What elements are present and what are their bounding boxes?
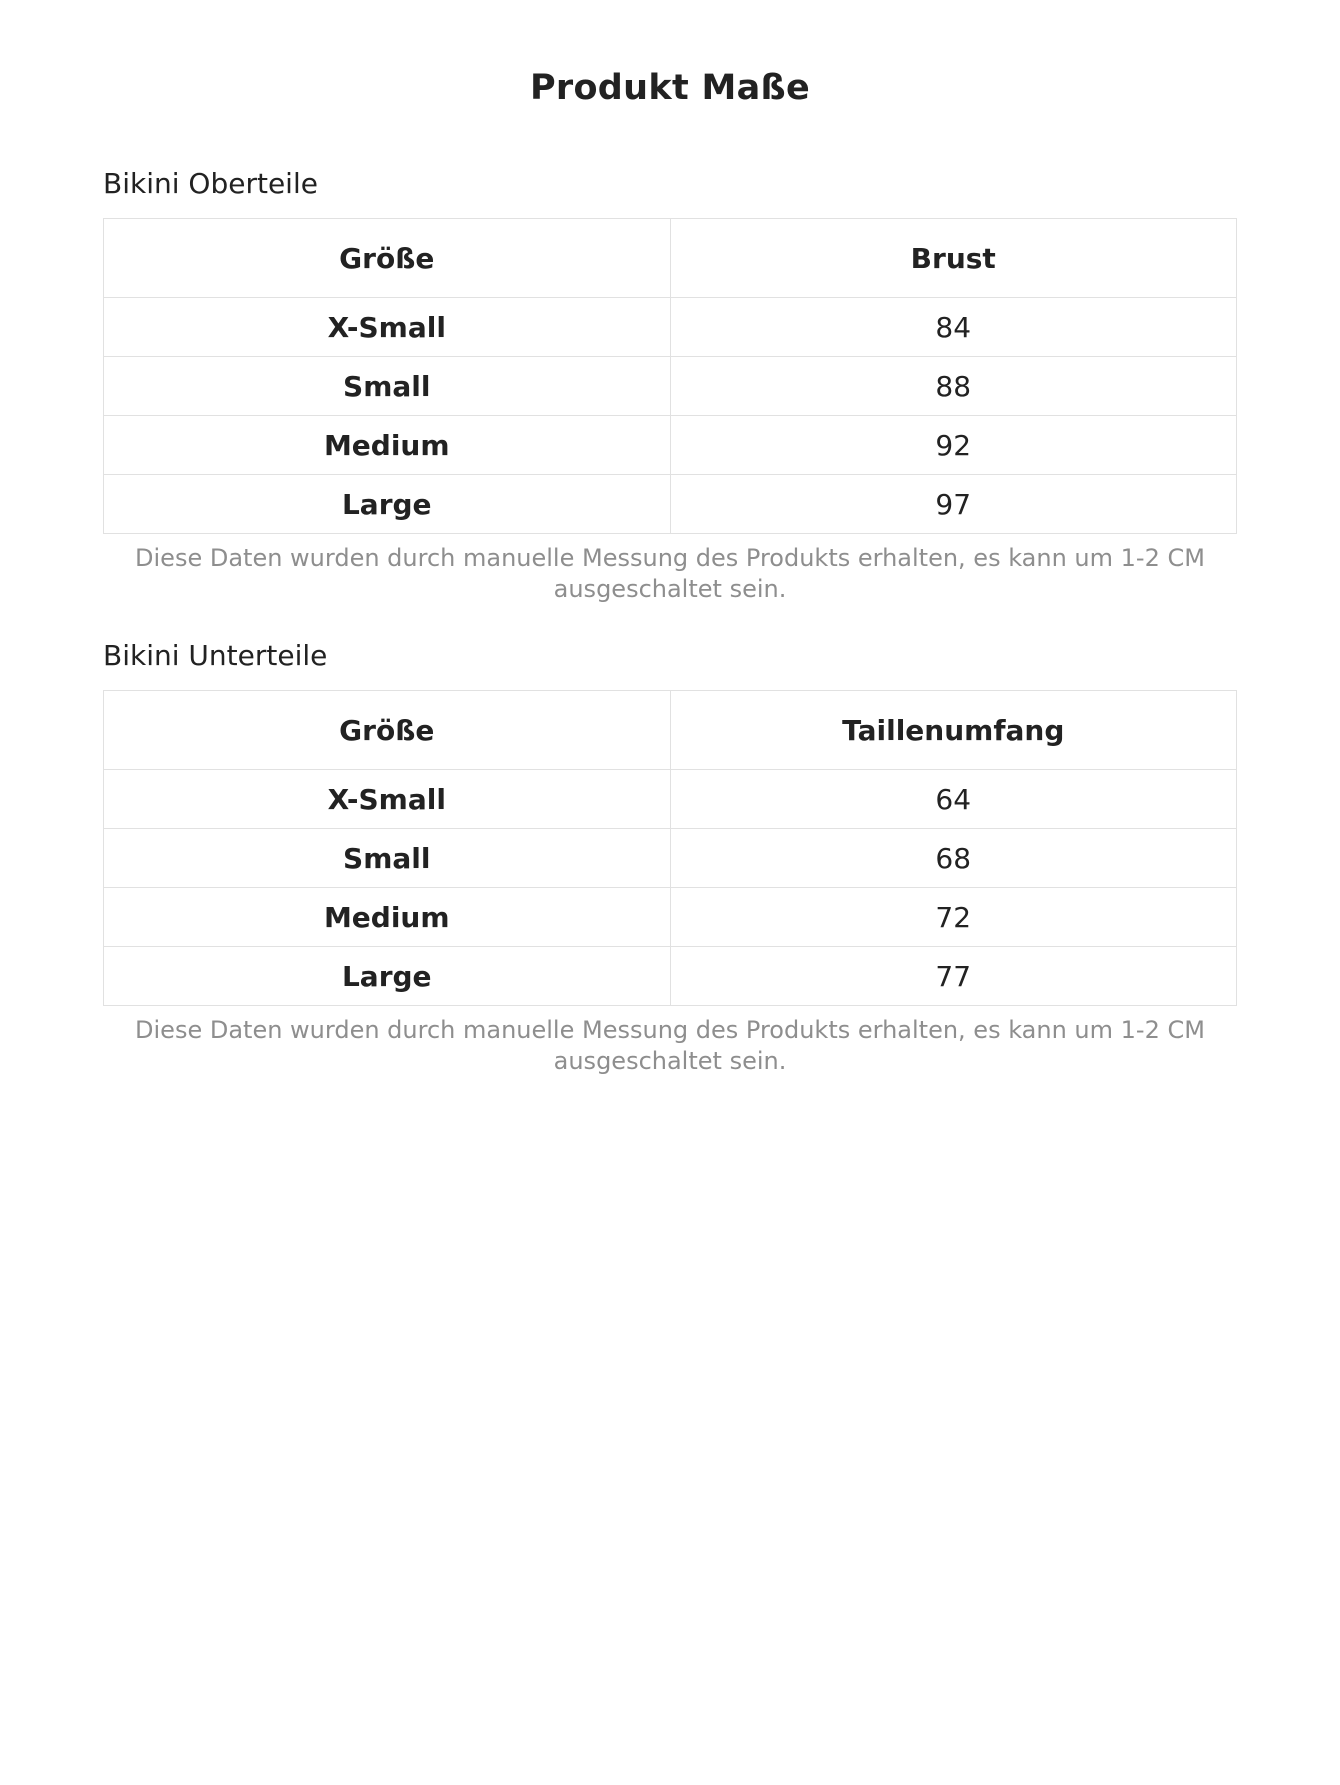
size-cell: X-Small — [104, 298, 671, 357]
size-section-tops — [103, 166, 1237, 605]
measure-cell: 64 — [670, 770, 1237, 829]
measure-cell: 77 — [670, 947, 1237, 1006]
table-row — [104, 475, 1237, 534]
size-cell: Large — [104, 475, 671, 534]
table-row — [104, 888, 1237, 947]
measurement-note: Diese Daten wurden durch manuelle Messung des Produkts erhalten, es kann um 1-2 CM ausgeschaltet sein. — [135, 1016, 1205, 1075]
table-row — [104, 829, 1237, 888]
column-header-measure: Brust — [670, 219, 1237, 298]
measure-cell: 92 — [670, 416, 1237, 475]
size-cell: Small — [104, 357, 671, 416]
table-row — [104, 770, 1237, 829]
column-header-size: Größe — [104, 219, 671, 298]
table-row — [104, 357, 1237, 416]
size-cell: Medium — [104, 416, 671, 475]
size-cell: Medium — [104, 888, 671, 947]
measure-cell: 72 — [670, 888, 1237, 947]
column-header-measure: Taillenumfang — [670, 691, 1237, 770]
table-row — [104, 947, 1237, 1006]
size-cell: Small — [104, 829, 671, 888]
measure-cell: 88 — [670, 357, 1237, 416]
size-table — [103, 690, 1237, 1006]
measure-cell: 97 — [670, 475, 1237, 534]
table-header-row — [104, 219, 1237, 298]
table-row — [104, 298, 1237, 357]
column-header-size: Größe — [104, 691, 671, 770]
section-title: Bikini Oberteile — [103, 167, 318, 200]
size-cell: Large — [104, 947, 671, 1006]
table-row — [104, 416, 1237, 475]
measure-cell: 68 — [670, 829, 1237, 888]
size-section-bottoms — [103, 638, 1237, 1077]
table-header-row — [104, 691, 1237, 770]
page-title: Produkt Maße — [529, 68, 811, 108]
measurement-note: Diese Daten wurden durch manuelle Messung des Produkts erhalten, es kann um 1-2 CM ausgeschaltet sein. — [135, 544, 1205, 603]
section-title: Bikini Unterteile — [103, 639, 328, 672]
size-cell: X-Small — [104, 770, 671, 829]
measure-cell: 84 — [670, 298, 1237, 357]
size-table — [103, 218, 1237, 534]
